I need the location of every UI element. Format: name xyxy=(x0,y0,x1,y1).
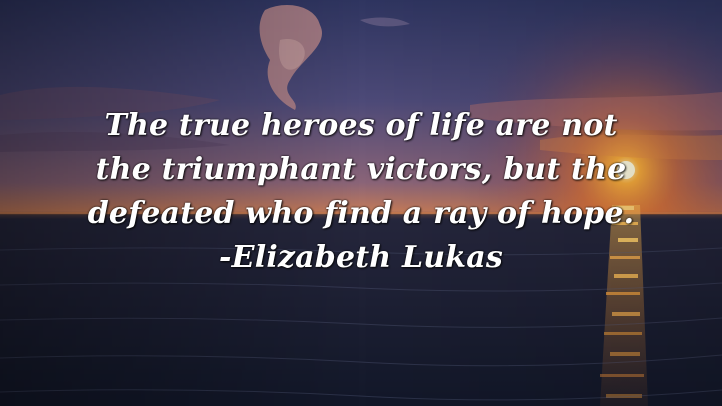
quote-line-1: The true heroes of life are not xyxy=(104,108,618,143)
quote-text xyxy=(60,104,662,280)
quote-line-3: defeated who find a ray of hope. xyxy=(87,196,635,231)
quote-attribution: -Elizabeth Lukas xyxy=(219,240,503,275)
quote-line-2: the triumphant victors, but the xyxy=(95,152,627,187)
